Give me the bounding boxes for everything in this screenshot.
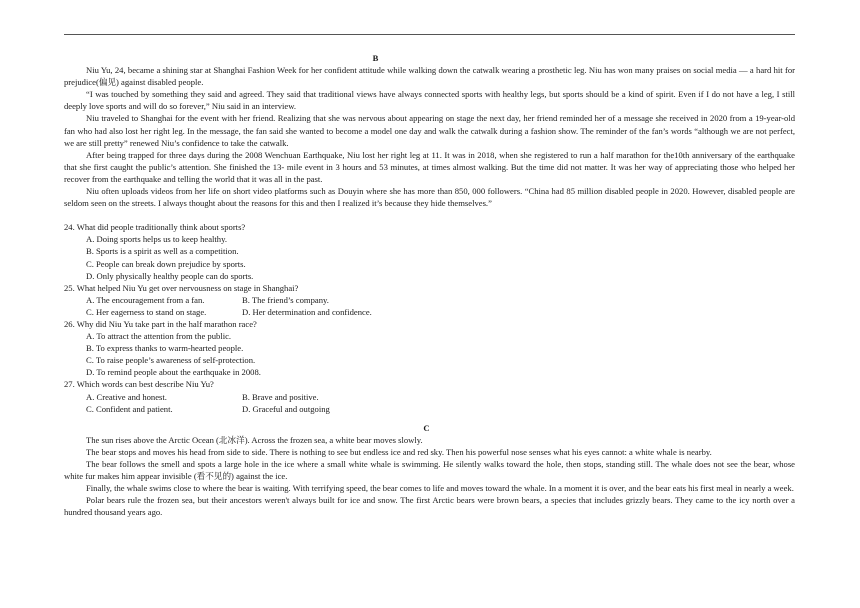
option-c: C. Her eagerness to stand on stage.	[86, 306, 207, 317]
option-b: B. Brave and positive.	[242, 391, 319, 402]
section-b-paragraph-5: Niu often uploads videos from her life on short video platforms such as Douyin where she has more than 850, 000 followers. “China had 85 million disabled people in 2020. However, disabled people are seldom seen on the streets. I always thought about the reasons for this and then I realized it’s because they hide themselves.”	[64, 186, 795, 209]
document-body	[64, 52, 795, 518]
option-a: A. The encouragement from a fan.	[86, 294, 205, 305]
section-b-heading: B	[372, 53, 379, 63]
option-b: B. The friend’s company.	[242, 294, 329, 305]
option-b: B. Sports is a spirit as well as a competition.	[86, 246, 239, 257]
option-d: D. To remind people about the earthquake in 2008.	[86, 367, 261, 378]
question-27	[64, 378, 795, 414]
question-stem: 25. What helped Niu Yu get over nervousness on stage in Shanghai?	[64, 282, 299, 293]
option-c: C. People can break down prejudice by sports.	[86, 258, 246, 269]
section-b-paragraph-2: “I was touched by something they said and agreed. They said that traditional views have always connected sports with healthy legs, but sports should be a kind of spirit. Even if I do not have a leg, I still deeply love sports and will do so forever,” Niu said in an interview.	[64, 89, 795, 112]
section-c-paragraph-5: Polar bears rule the frozen sea, but their ancestors weren't always built for ice and snow. The first Arctic bears were brown bears, a species that includes grizzly bears. They came to the icy north over a hundred thousand years ago.	[64, 495, 795, 518]
question-24	[64, 221, 795, 281]
option-d: D. Her determination and confidence.	[242, 306, 372, 317]
question-25	[64, 282, 795, 318]
option-d: D. Graceful and outgoing	[242, 403, 330, 414]
question-stem: 27. Which words can best describe Niu Yu?	[64, 379, 214, 390]
question-26	[64, 318, 795, 378]
option-a: A. Doing sports helps us to keep healthy.	[86, 234, 227, 245]
section-c-paragraph-1: The sun rises above the Arctic Ocean (北冰洋). Across the frozen sea, a white bear moves slowly.	[86, 434, 423, 445]
section-b-paragraph-4: After being trapped for three days during the 2008 Wenchuan Earthquake, Niu lost her right leg at 11. It was in 2018, when she registered to run a half marathon for the10th anniversary of the earthquake that she first caught the public’s attention. She finished the 13- mile event in 3 hours and 53 minutes, at times almost walking. But the time did not matter. It was her way of appreciating those who helped her recover from the earthquake and telling the world that it was all in the past.	[64, 149, 795, 184]
option-a: A. Creative and honest.	[86, 391, 167, 402]
question-stem: 24. What did people traditionally think about sports?	[64, 222, 246, 233]
section-c-paragraph-3: The bear follows the smell and spots a large hole in the ice where a small white whale is swimming. He silently walks toward the hole, then stops, standing still. The whale does not see the bear, whose white fur makes him appear invisible (看不见的) against the ice.	[64, 459, 795, 482]
option-d: D. Only physically healthy people can do sports.	[86, 270, 254, 281]
section-c-paragraph-2: The bear stops and moves his head from side to side. There is nothing to see but endless ice and red sky. Then his powerful nose senses what his eyes cannot: a white whale is nearby.	[86, 446, 712, 457]
section-b-paragraph-3: Niu traveled to Shanghai for the event with her friend. Realizing that she was nervous about appearing on stage the next day, her friend reminded her of a message she received in 2020 from a 19-year-old fan who had also lost her right leg. In the message, the fan said she wanted to become a model one day and walk the catwalk during a fashion show. The reminder of the fan’s words “although we are not perfect, we are still pretty” renewed Niu’s confidence to take the catwalk.	[64, 113, 795, 148]
option-c: C. Confident and patient.	[86, 403, 173, 414]
section-b-paragraph-1: Niu Yu, 24, became a shining star at Shanghai Fashion Week for her confident attitude while walking down the catwalk wearing a prosthetic leg. Niu has won many praises on social media — a hard hit for prejudice(偏见) against disabled people.	[64, 65, 795, 88]
header-rule	[64, 34, 795, 35]
option-c: C. To raise people’s awareness of self-protection.	[86, 355, 256, 366]
section-c-heading: C	[423, 422, 430, 433]
question-stem: 26. Why did Niu Yu take part in the half marathon race?	[64, 318, 257, 329]
section-c-paragraph-4: Finally, the whale swims close to where the bear is waiting. With terrifying speed, the bear comes to life and moves toward the whale. In a moment it is over, and the bear eats his first meal in nearly a week.	[86, 483, 794, 494]
option-b: B. To express thanks to warm-hearted people.	[86, 343, 244, 354]
option-a: A. To attract the attention from the public.	[86, 331, 232, 342]
